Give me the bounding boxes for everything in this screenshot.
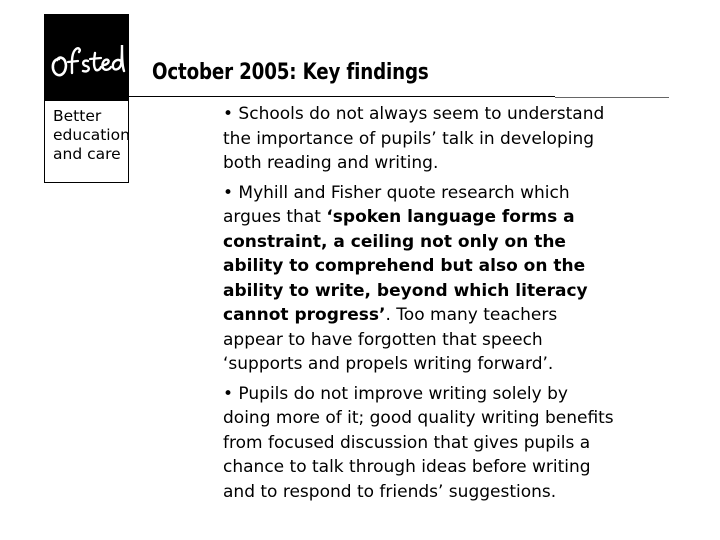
text-line: ‘supports and propels writing forward’. <box>223 354 554 374</box>
text-line: appear to have forgotten that speech <box>223 329 543 350</box>
ofsted-logo <box>44 14 129 183</box>
quote-line: ability to comprehend but also on the <box>223 256 586 276</box>
text-line: doing more of it; good quality writing benefits <box>223 408 614 428</box>
quote-text: cannot progress’ <box>223 305 386 325</box>
text-line: both reading and writing. <box>223 153 439 173</box>
finding-item <box>223 382 643 505</box>
text-line: • Pupils do not improve writing solely by <box>223 383 568 404</box>
tagline-line: and care <box>53 145 121 163</box>
logo-tagline <box>53 107 128 164</box>
finding-item <box>223 102 643 176</box>
text-span: argues that <box>223 207 327 227</box>
text-line: and to respond to friends’ suggestions. <box>223 481 557 502</box>
finding-item <box>223 181 643 377</box>
ofsted-wordmark-icon <box>45 15 129 101</box>
slide-title: October 2005: Key findings <box>152 60 429 85</box>
title-underline-extension <box>555 97 669 98</box>
text-line: • Schools do not always seem to understand <box>223 104 605 124</box>
quote-text: ‘spoken language forms a <box>326 207 575 227</box>
title-underline <box>129 96 555 97</box>
text-line: from focused discussion that gives pupils a <box>223 432 591 453</box>
text-line: chance to talk through ideas before writing <box>223 457 591 477</box>
text-span: . Too many teachers <box>385 305 558 325</box>
text-line: the importance of pupils’ talk in developing <box>223 128 595 149</box>
quote-line: constraint, a ceiling not only on the <box>223 231 566 252</box>
findings-list <box>223 102 643 509</box>
tagline-line: Better <box>53 107 102 125</box>
text-line <box>223 303 643 328</box>
tagline-line: education <box>53 126 130 144</box>
text-line <box>223 205 643 230</box>
ofsted-wordmark-panel <box>45 15 128 101</box>
text-line: • Myhill and Fisher quote research which <box>223 182 570 203</box>
quote-line: ability to write, beyond which literacy <box>223 280 588 301</box>
